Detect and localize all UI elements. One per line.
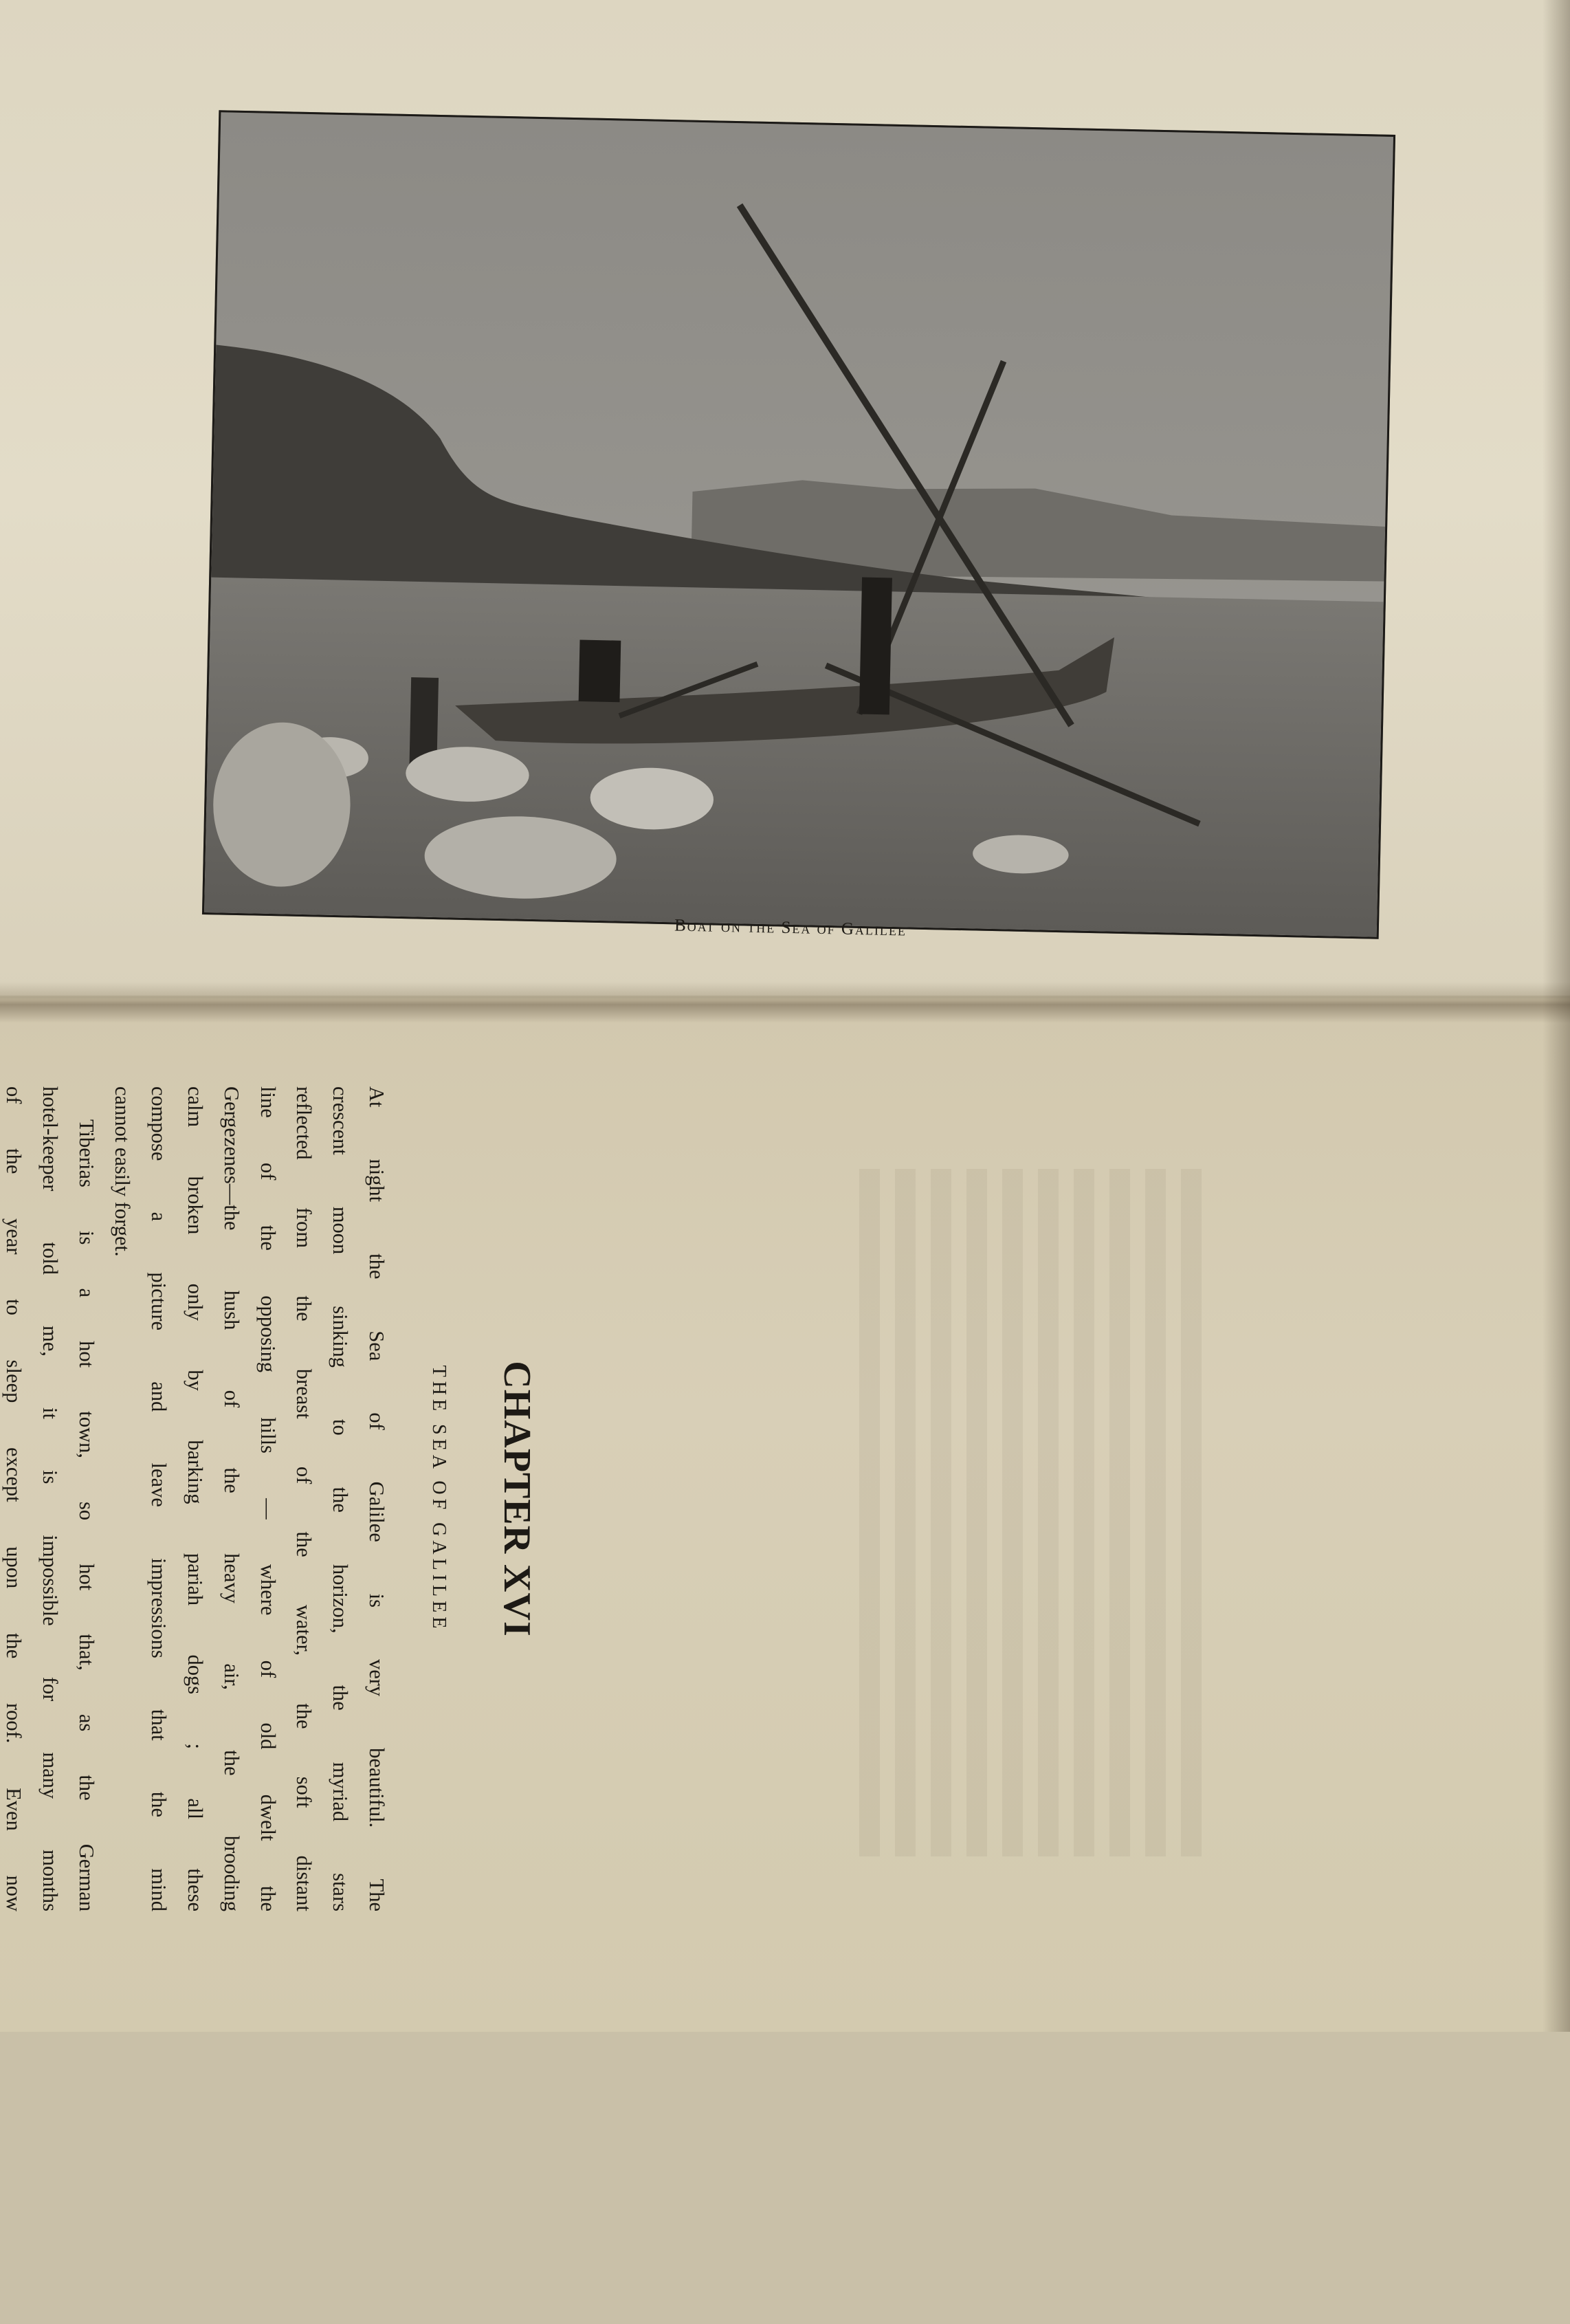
text-line: Tiberias is a hot town, so hot that, as the German [74, 1119, 98, 1911]
text-line: crescent moon sinking to the horizon, the myriad stars [329, 1086, 353, 1911]
photograph-plate [202, 110, 1395, 939]
text-line: cannot easily forget. [111, 1086, 135, 1257]
text-line: hotel-keeper told me, it is impossible for many months [38, 1086, 62, 1911]
chapter-text-block [0, 1086, 553, 2324]
text-line: of the year to sleep except upon the roof. Even now [2, 1086, 26, 1911]
text-line: compose a picture and leave impressions that the mind [147, 1086, 171, 1911]
chapter-body [0, 1086, 395, 1911]
book-gutter [0, 982, 1570, 1023]
text-line: line of the opposing hills — where of old dwelt the [256, 1086, 280, 1911]
page-edge-shadow [1543, 0, 1570, 2032]
text-line: reflected from the breast of the water, the soft distant [292, 1086, 316, 1911]
standing-figure [859, 578, 892, 715]
chapter-heading: CHAPTER XVI [496, 1361, 538, 1637]
photo-caption: Boat on the Sea of Galilee [674, 916, 907, 940]
seated-figure [579, 639, 621, 702]
text-line: At night the Sea of Galilee is very beautiful. The [365, 1086, 388, 1911]
show-through-text [859, 1169, 1217, 1856]
text-line: Gergezenes—the hush of the heavy air, the brooding [219, 1086, 243, 1911]
boat-photograph [204, 112, 1393, 936]
chapter-subtitle: THE SEA OF GALILEE [428, 1365, 450, 1633]
text-line: calm broken only by barking pariah dogs ; all these [184, 1086, 208, 1911]
